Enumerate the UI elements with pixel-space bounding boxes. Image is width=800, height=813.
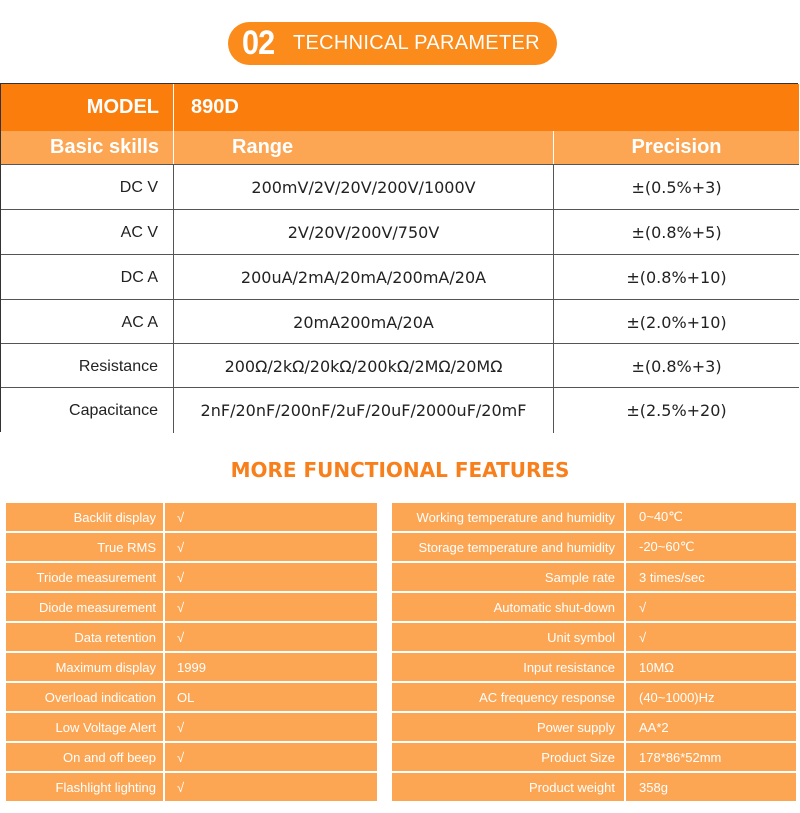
feature-label: AC frequency response [392, 683, 624, 711]
feature-label: Unit symbol [392, 623, 624, 651]
feature-label: Overload indication [6, 683, 163, 711]
range-cell: 200Ω/2kΩ/20kΩ/200kΩ/2MΩ/20MΩ [173, 344, 553, 389]
feature-value: 0~40℃ [626, 503, 796, 531]
precision-cell: ±(0.8%+10) [553, 255, 799, 300]
feature-value: √ [626, 623, 796, 651]
precision-cell: ±(2.0%+10) [553, 300, 799, 345]
table-row [1, 164, 799, 210]
feature-label: True RMS [6, 533, 163, 561]
skill-cell: AC A [121, 313, 158, 331]
spec-table [0, 83, 798, 432]
feature-label: Working temperature and humidity [392, 503, 624, 531]
feature-label: Power supply [392, 713, 624, 741]
precision-cell: ±(0.5%+3) [553, 165, 799, 210]
model-value: 890D [173, 84, 799, 131]
feature-value: 10MΩ [626, 653, 796, 681]
range-cell: 20mA200mA/20A [173, 300, 553, 345]
table-row [1, 299, 799, 345]
precision-cell: ±(0.8%+5) [553, 210, 799, 255]
model-row [1, 84, 799, 131]
feature-label: Sample rate [392, 563, 624, 591]
range-cell: 2nF/20nF/200nF/2uF/20uF/2000uF/20mF [173, 388, 553, 433]
feature-label: Triode measurement [6, 563, 163, 591]
feature-value: √ [165, 593, 377, 621]
feature-label: Backlit display [6, 503, 163, 531]
feature-value: (40~1000)Hz [626, 683, 796, 711]
column-header-range: Range [173, 131, 553, 164]
features-title: MORE FUNCTIONAL FEATURES [230, 458, 570, 482]
column-header-row [1, 131, 799, 164]
section-number: 02 [242, 24, 275, 62]
section-header-pill [228, 22, 557, 65]
feature-label: Automatic shut-down [392, 593, 624, 621]
model-label: MODEL [86, 96, 159, 118]
skill-cell: DC V [119, 178, 158, 196]
feature-label: Low Voltage Alert [6, 713, 163, 741]
skill-cell: DC A [120, 268, 158, 286]
feature-value: 3 times/sec [626, 563, 796, 591]
table-row [1, 254, 799, 300]
feature-value: √ [626, 593, 796, 621]
feature-value: √ [165, 743, 377, 771]
skill-cell: AC V [120, 223, 158, 241]
column-header-precision: Precision [553, 131, 799, 164]
feature-value: AA*2 [626, 713, 796, 741]
feature-value: -20~60℃ [626, 533, 796, 561]
feature-label: Storage temperature and humidity [392, 533, 624, 561]
feature-value: √ [165, 533, 377, 561]
table-row [1, 343, 799, 389]
feature-value: 1999 [165, 653, 377, 681]
table-row [1, 387, 799, 433]
feature-value: 358g [626, 773, 796, 801]
feature-value: 178*86*52mm [626, 743, 796, 771]
feature-label: Flashlight lighting [6, 773, 163, 801]
skill-cell: Capacitance [69, 401, 158, 419]
feature-value: √ [165, 773, 377, 801]
section-title: TECHNICAL PARAMETER [293, 32, 540, 54]
feature-label: Product Size [392, 743, 624, 771]
feature-label: On and off beep [6, 743, 163, 771]
feature-label: Input resistance [392, 653, 624, 681]
table-row [1, 209, 799, 255]
range-cell: 2V/20V/200V/750V [173, 210, 553, 255]
column-header-skills: Basic skills [50, 136, 159, 158]
range-cell: 200mV/2V/20V/200V/1000V [173, 165, 553, 210]
feature-value: √ [165, 623, 377, 651]
feature-label: Diode measurement [6, 593, 163, 621]
precision-cell: ±(2.5%+20) [553, 388, 799, 433]
range-cell: 200uA/2mA/20mA/200mA/20A [173, 255, 553, 300]
skill-cell: Resistance [78, 357, 158, 375]
precision-cell: ±(0.8%+3) [553, 344, 799, 389]
feature-value: OL [165, 683, 377, 711]
feature-label: Maximum display [6, 653, 163, 681]
feature-value: √ [165, 563, 377, 591]
feature-label: Data retention [6, 623, 163, 651]
feature-value: √ [165, 503, 377, 531]
feature-label: Product weight [392, 773, 624, 801]
feature-value: √ [165, 713, 377, 741]
